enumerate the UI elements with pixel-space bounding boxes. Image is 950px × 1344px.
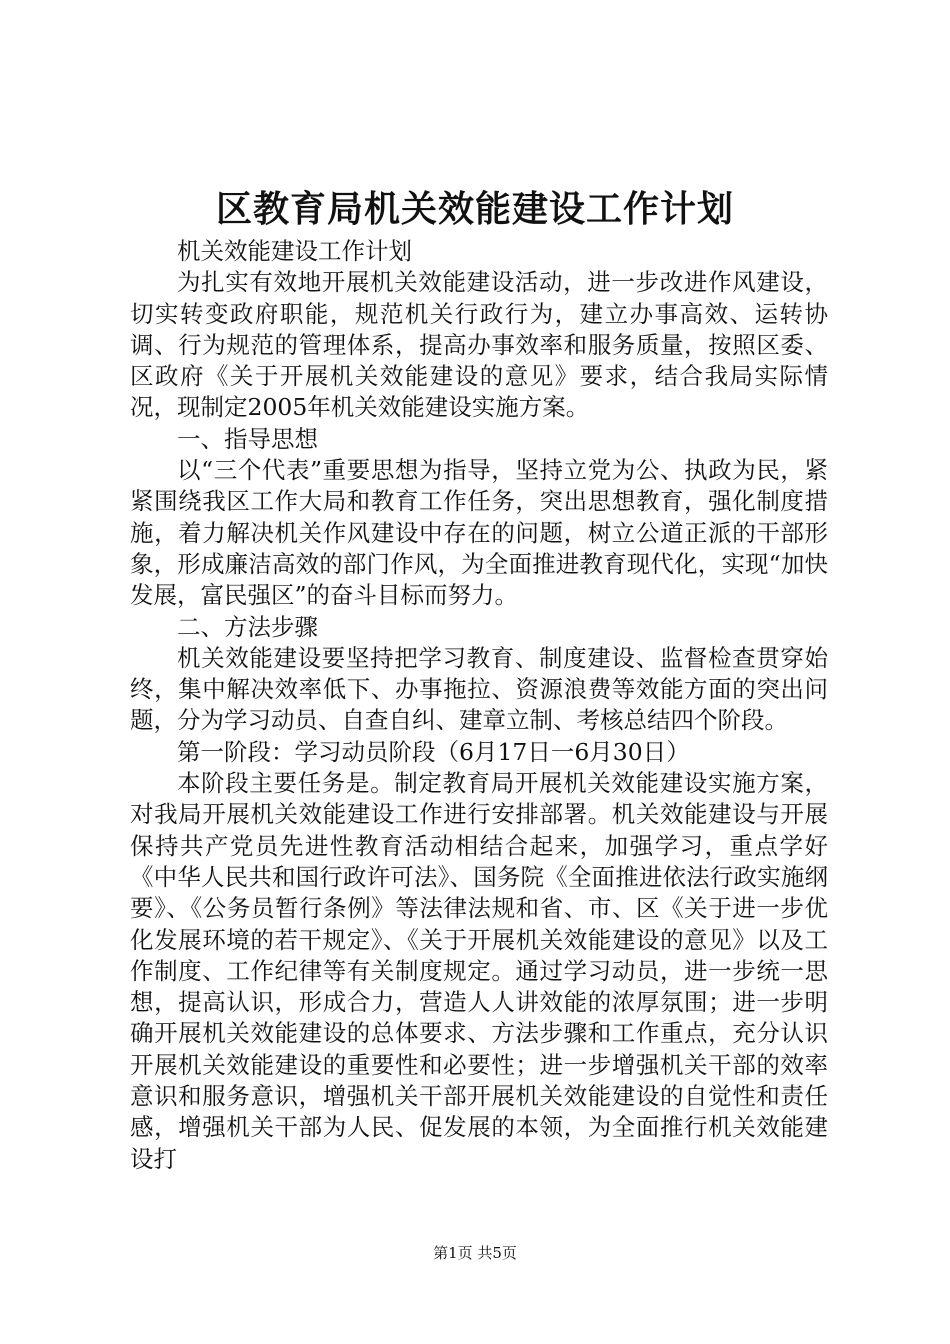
paragraph-intro: 为扎实有效地开展机关效能建设活动，进一步改进作风建设，切实转变政府职能，规范机关行政行为，建立办事高效、运转协调、行为规范的管理体系，提高办事效率和服务质量，按照区委、区政府《关于开展机关效能建设的意见》要求，结合我局实际情况，现制定2005年机关效能建设实施方案。 xyxy=(130,268,828,422)
stage-heading-first: 第一阶段：学习动员阶段（6月17日一6月30日） xyxy=(177,737,690,766)
paragraph-guiding-ideology: 以“三个代表”重要思想为指导，坚持立党为公、执政为民，紧紧围绕我区工作大局和教育工作任务，突出思想教育，强化制度措施，着力解决机关作风建设中存在的问题，树立公道正派的干部形象，形成廉洁高效的部门作风，为全面推进教育现代化，实现“加快发展，富民强区”的奋斗目标而努力。 xyxy=(130,456,828,610)
page-number-footer: 第1页 共5页 xyxy=(433,1244,517,1262)
paragraph-first-stage: 本阶段主要任务是。制定教育局开展机关效能建设实施方案，对我局开展机关效能建设工作进行安排部署。机关效能建设与开展保持共产党员先进性教育活动相结合起来，加强学习，重点学好《中华人民共和国行政许可法》、国务院《全面推进依法行政实施纲要》、《公务员暂行条例》等法律法规和省、市、区《关于进一步优化发展环境的若干规定》、《关于开展机关效能建设的意见》以及工作制度、工作纪律等有关制度规定。通过学习动员，进一步统一思想，提高认识，形成合力，营造人人讲效能的浓厚氛围；进一步明确开展机关效能建设的总体要求、方法步骤和工作重点，充分认识开展机关效能建设的重要性和必要性；进一步增强机关干部的效率意识和服务意识，增强机关干部开展机关效能建设的自觉性和责任感，增强机关干部为人民、促发展的本领，为全面推行机关效能建设打 xyxy=(130,769,828,1173)
document-body xyxy=(130,236,828,1175)
section-heading-methods-steps: 二、方法步骤 xyxy=(177,612,318,641)
paragraph-subtitle: 机关效能建设工作计划 xyxy=(177,237,412,265)
section-heading-guiding-ideology: 一、指导思想 xyxy=(177,424,318,453)
paragraph-methods-steps: 机关效能建设要坚持把学习教育、制度建设、监督检查贯穿始终，集中解决效率低下、办事拖拉、资源浪费等效能方面的突出问题，分为学习动员、自查自纠、建章立制、考核总结四个阶段。 xyxy=(130,643,828,735)
document-title: 区教育局机关效能建设工作计划 xyxy=(215,188,734,230)
